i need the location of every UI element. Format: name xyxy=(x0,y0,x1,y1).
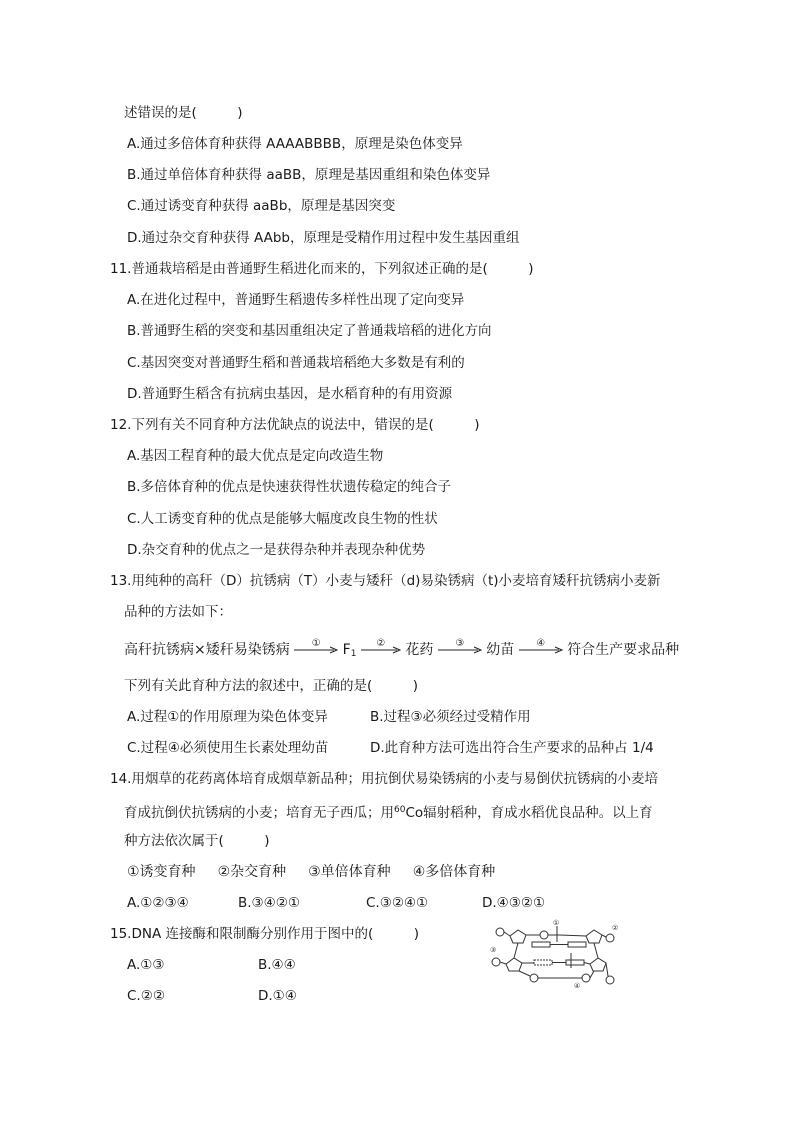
flow-step-1: ① xyxy=(311,638,321,649)
q13-stem-line1: 13.用纯种的高秆（D）抗锈病（T）小麦与矮秆（d)易染锈病（t)小麦培育矮秆抗锈病小麦新 xyxy=(110,573,661,589)
isotope-mass: 60 xyxy=(394,805,406,815)
arrow-right-icon xyxy=(438,646,482,654)
q14-items xyxy=(127,862,495,882)
q11-option-c: C.基因突变对普通野生稻和普通栽培稻绝大多数是有利的 xyxy=(127,355,465,371)
q15-option-b: B.④④ xyxy=(258,957,296,973)
arrow-right-icon xyxy=(361,646,401,654)
q12-option-d: D.杂交育种的优点之一是获得杂种并表现杂种优势 xyxy=(127,542,426,558)
q14-option-d: D.④③②① xyxy=(482,895,546,911)
q11-stem: 11.普通栽培稻是由普通野生稻进化而来的，下列叙述正确的是( ) xyxy=(110,261,534,277)
q10-option-c: C.通过诱变育种获得 aaBb，原理是基因突变 xyxy=(127,198,396,214)
q14-option-b: B.③④②① xyxy=(238,895,300,911)
q15-option-a: A.①③ xyxy=(127,957,165,973)
flow-step-2: ② xyxy=(376,638,386,649)
q14-option-c: C.③②④① xyxy=(366,895,429,911)
q15-option-c: C.②② xyxy=(127,988,165,1004)
q13-option-c: C.过程④必须使用生长素处理幼苗 xyxy=(127,740,329,756)
q12-stem: 12.下列有关不同育种方法优缺点的说法中，错误的是( ) xyxy=(110,417,480,433)
q12-option-a: A.基因工程育种的最大优点是定向改造生物 xyxy=(127,448,384,464)
flow-arrow-1 xyxy=(294,640,338,660)
figure-label-1: ① xyxy=(553,919,560,927)
isotope-symbol: Co xyxy=(405,805,424,821)
arrow-right-icon xyxy=(519,646,563,654)
q13-option-d: D.此育种方法可选出符合生产要求的品种占 1/4 xyxy=(370,740,654,756)
q13-option-b: B.过程③必须经过受精作用 xyxy=(370,709,531,725)
q10-option-a: A.通过多倍体育种获得 AAAABBBB，原理是染色体变异 xyxy=(127,136,463,152)
q14-item-3: ③单倍体育种 xyxy=(308,864,391,880)
dna-structure-figure xyxy=(490,918,620,990)
arrow-right-icon xyxy=(294,646,338,654)
flow-step-4: ④ xyxy=(536,638,546,649)
flow-arrow-2 xyxy=(361,640,401,660)
q10-option-b: B.通过单倍体育种获得 aaBB，原理是基因重组和染色体变异 xyxy=(127,167,491,183)
q14-item-4: ④多倍体育种 xyxy=(412,864,496,880)
q15-option-d: D.①④ xyxy=(258,988,297,1004)
q14-stem-line1: 14.用烟草的花药离体培育成烟草新品种；用抗倒伏易染锈病的小麦与易倒伏抗锈病的小麦培 xyxy=(110,771,658,787)
q14-stem-line2: 育成抗倒伏抗锈病的小麦；培育无子西瓜；用$^{60}$Co辐射稻种，育成水稻优良品种。以上育 xyxy=(124,805,653,821)
q11-option-b: B.普通野生稻的突变和基因重组决定了普通栽培稻的进化方向 xyxy=(127,323,492,339)
flow-anther: 花药 xyxy=(405,642,434,658)
flow-arrow-4 xyxy=(519,640,563,660)
q11-option-d: D.普通野生稻含有抗病虫基因，是水稻育种的有用资源 xyxy=(127,386,453,402)
q13-option-a: A.过程①的作用原理为染色体变异 xyxy=(127,709,328,725)
flow-end: 符合生产要求品种 xyxy=(567,642,680,658)
q10-option-d: D.通过杂交育种获得 AAbb，原理是受精作用过程中发生基因重组 xyxy=(127,230,520,246)
flow-step-3: ③ xyxy=(455,638,465,649)
flow-arrow-3 xyxy=(438,640,482,660)
q14-item-1: ①诱变育种 xyxy=(127,864,196,880)
figure-label-4: ④ xyxy=(574,982,581,990)
q15-stem: 15.DNA 连接酶和限制酶分别作用于图中的( ) xyxy=(110,926,420,942)
q10-stem-tail: 述错误的是( ) xyxy=(124,105,243,121)
flow-start: 高秆抗锈病×矮秆易染锈病 xyxy=(124,642,290,658)
q13-question: 下列有关此育种方法的叙述中，正确的是( ) xyxy=(124,678,419,694)
q13-breeding-flow xyxy=(124,640,679,664)
flow-f1: $F_1$ xyxy=(342,642,357,659)
q14-stem-line3: 种方法依次属于( ) xyxy=(124,833,270,849)
figure-label-3: ③ xyxy=(490,946,497,954)
q14-option-a: A.①②③④ xyxy=(127,895,189,911)
q13-stem-line2: 品种的方法如下： xyxy=(124,604,232,620)
q11-option-a: A.在进化过程中，普通野生稻遗传多样性出现了定向变异 xyxy=(127,292,465,308)
figure-label-2: ② xyxy=(612,924,619,932)
q14-item-2: ②杂交育种 xyxy=(217,864,287,880)
flow-seedling: 幼苗 xyxy=(486,642,515,658)
q12-option-b: B.多倍体育种的优点是快速获得性状遗传稳定的纯合子 xyxy=(127,479,452,495)
q12-option-c: C.人工诱变育种的优点是能够大幅度改良生物的性状 xyxy=(127,511,438,527)
